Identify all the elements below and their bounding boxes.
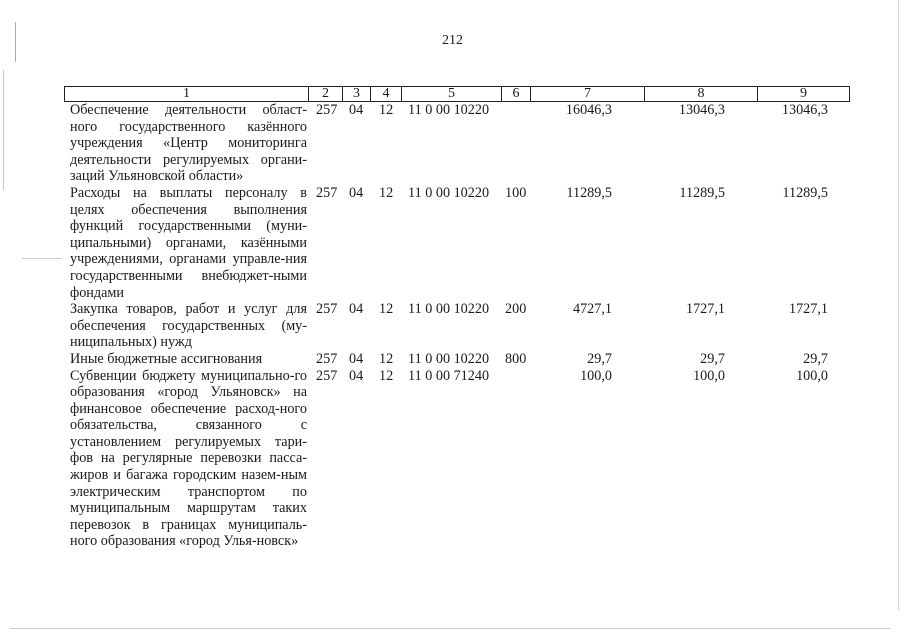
header-col-8: 8 [645,87,758,102]
cell-year1: 11289,5 [566,184,612,201]
cell-cs: 11 0 00 10220 [408,350,490,367]
scan-artifact [898,0,899,610]
table-row [0,185,905,301]
scan-artifact [15,22,16,62]
header-col-9: 9 [758,87,850,102]
header-col-1: 1 [65,87,309,102]
cell-vr: 200 [505,301,527,318]
cell-pr: 12 [379,350,394,367]
cell-rz: 04 [349,102,364,118]
scan-artifact [22,258,62,259]
cell-rz: 04 [349,350,364,367]
header-col-5: 5 [402,87,502,102]
cell-cs: 11 0 00 10220 [408,301,490,318]
cell-gr: 257 [316,184,338,201]
header-col-4: 4 [371,87,402,102]
cell-rz: 04 [349,184,364,201]
scan-artifact [3,70,4,190]
cell-rz: 04 [349,367,364,384]
cell-year1: 100,0 [580,367,612,384]
row-name: Иные бюджетные ассигнования [70,350,263,367]
cell-gr: 257 [316,367,338,384]
cell-pr: 12 [379,367,394,384]
cell-year3: 29,7 [803,350,828,367]
table-row [0,301,905,351]
row-name: Расходы на выплаты персоналу в целях обеспечения выполнения функций государственными (муни-ципальными) органами, казёнными учреждениями, органами управле-ния государственными внебюджет-ными фондами [70,184,307,301]
header-col-7: 7 [531,87,645,102]
cell-year1: 29,7 [587,350,612,367]
row-name: Обеспечение деятельности област-ного государственного казённого учреждения «Центр мониторинга деятельности регулируемых органи-заций Ульяновской области» [70,102,307,185]
row-name: Закупка товаров, работ и услуг для обеспечения государственных (му-ниципальных) нужд [70,301,307,351]
cell-year3: 13046,3 [781,102,828,118]
cell-year3: 11289,5 [782,184,828,201]
scan-artifact [10,628,890,629]
column-number-header [64,86,850,102]
cell-year1: 16046,3 [565,102,612,118]
cell-year2: 29,7 [700,350,725,367]
cell-year1: 4727,1 [572,301,612,318]
table-row [0,368,905,551]
cell-pr: 12 [379,102,394,118]
header-col-3: 3 [343,87,371,102]
page-number: 212 [442,33,463,48]
cell-cs: 11 0 00 10220 [408,102,490,118]
cell-cs: 11 0 00 10220 [408,184,490,201]
cell-year2: 100,0 [693,367,725,384]
cell-rz: 04 [349,301,364,318]
cell-year2: 13046,3 [678,102,725,118]
cell-year3: 100,0 [796,367,828,384]
header-col-6: 6 [502,87,531,102]
cell-vr: 800 [505,350,527,367]
table-row [0,351,905,368]
table-body [0,102,905,550]
cell-pr: 12 [379,184,394,201]
row-name: Субвенции бюджету муниципально-го образования «город Ульяновск» на финансовое обеспечение расход-ного обязательства, связанного с установлением регулируемых тари-фов на регулярные перевозки пасса-жиров и багажа городским назем-ным электрическим транспортом по муниципальным маршрутам таких перевозок в границах муниципаль-ного образования «город Улья-новск» [70,367,307,550]
cell-year2: 1727,1 [685,301,725,318]
cell-cs: 11 0 00 71240 [408,367,490,384]
cell-year3: 1727,1 [788,301,828,318]
cell-gr: 257 [316,350,338,367]
cell-vr: 100 [505,184,527,201]
cell-gr: 257 [316,301,338,318]
header-col-2: 2 [309,87,343,102]
cell-pr: 12 [379,301,394,318]
table-row [0,102,905,185]
cell-gr: 257 [316,102,338,118]
cell-year2: 11289,5 [679,184,725,201]
